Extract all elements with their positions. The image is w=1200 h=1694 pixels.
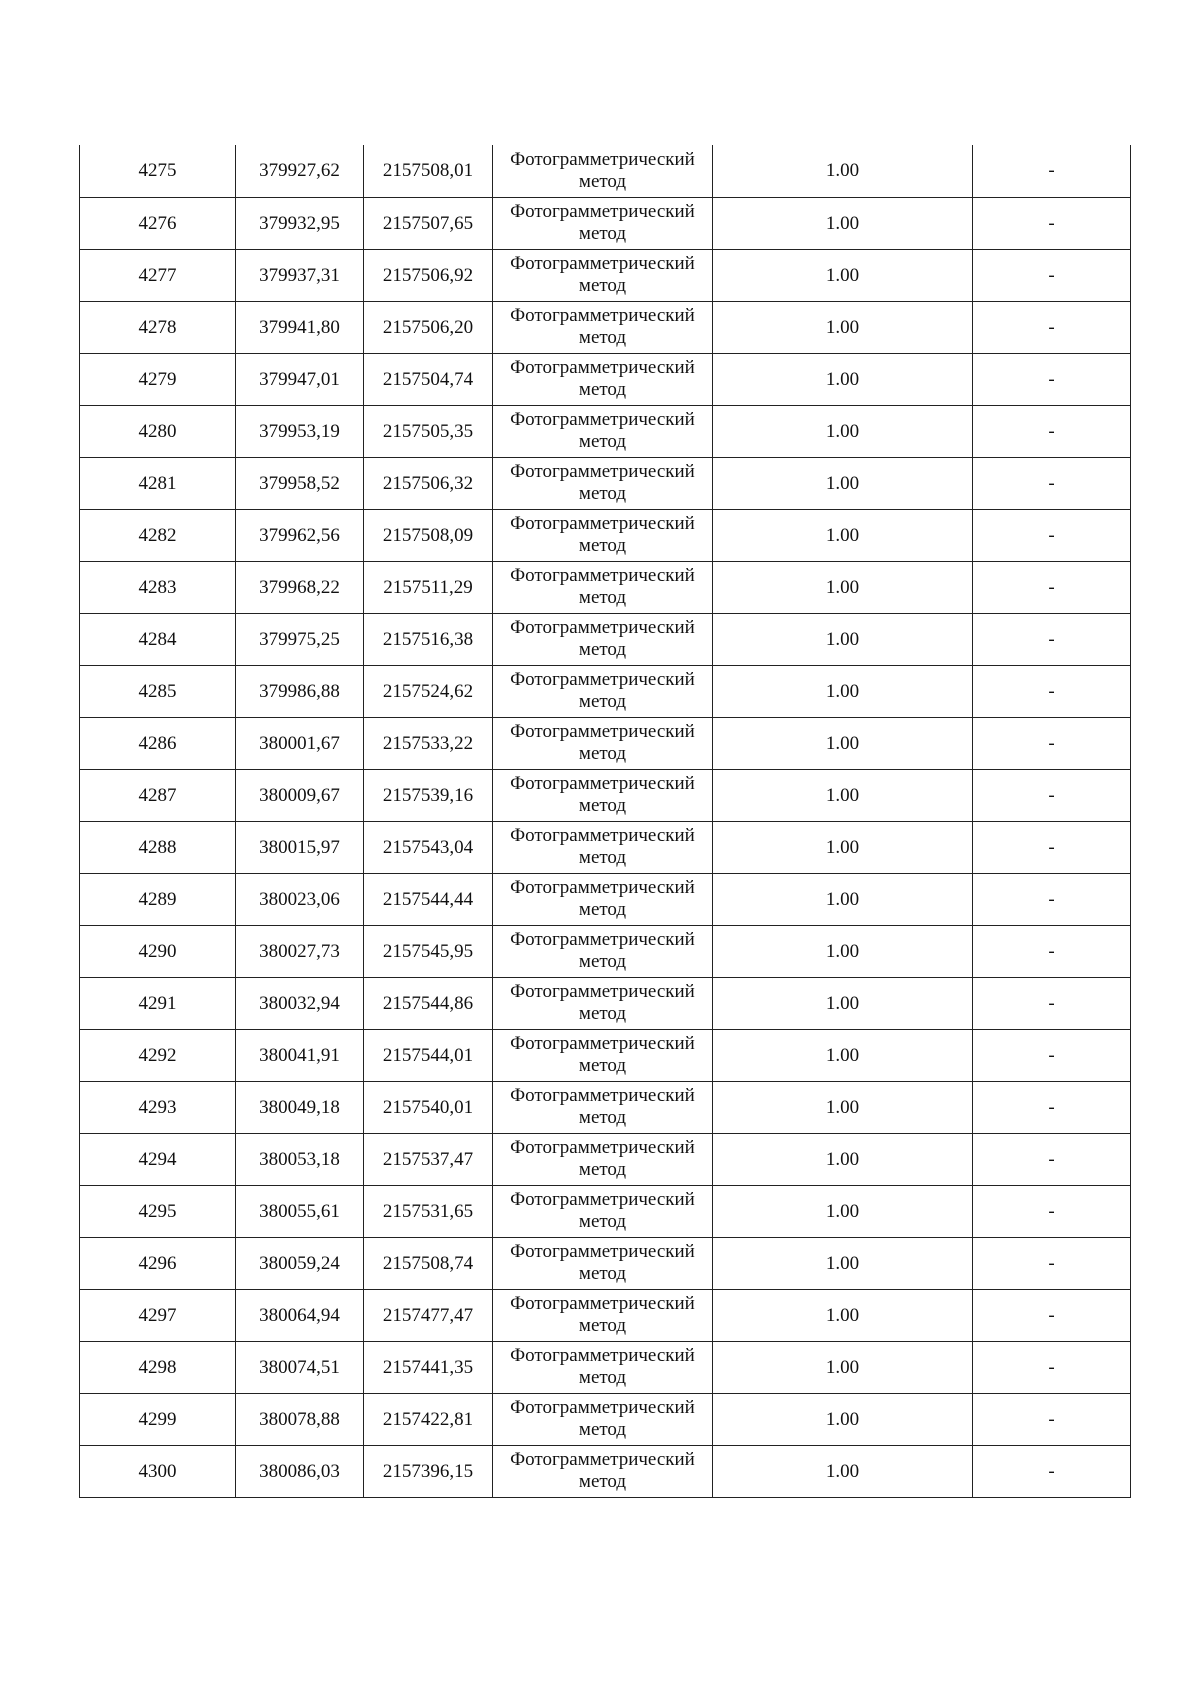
y-coordinate-cell: 2157524,62 bbox=[364, 665, 493, 717]
x-coordinate-cell: 380078,88 bbox=[236, 1393, 364, 1445]
method-cell bbox=[493, 353, 713, 405]
y-coordinate-cell: 2157508,01 bbox=[364, 145, 493, 197]
x-coordinate-cell: 380001,67 bbox=[236, 717, 364, 769]
table-row bbox=[80, 873, 1131, 925]
accuracy-cell: 1.00 bbox=[713, 561, 973, 613]
x-coordinate-cell: 380055,61 bbox=[236, 1185, 364, 1237]
x-coordinate-cell: 379947,01 bbox=[236, 353, 364, 405]
y-coordinate-cell: 2157505,35 bbox=[364, 405, 493, 457]
x-coordinate-cell: 380086,03 bbox=[236, 1445, 364, 1497]
accuracy-cell: 1.00 bbox=[713, 145, 973, 197]
x-coordinate-cell: 379986,88 bbox=[236, 665, 364, 717]
note-cell: - bbox=[973, 1185, 1131, 1237]
x-coordinate-cell: 379975,25 bbox=[236, 613, 364, 665]
method-line-1: Фотограмметрический bbox=[510, 877, 695, 898]
method-cell bbox=[493, 977, 713, 1029]
accuracy-cell: 1.00 bbox=[713, 1289, 973, 1341]
y-coordinate-cell: 2157544,44 bbox=[364, 873, 493, 925]
method-line-2: метод bbox=[578, 535, 627, 556]
note-cell: - bbox=[973, 1081, 1131, 1133]
note-cell: - bbox=[973, 977, 1131, 1029]
table-row bbox=[80, 249, 1131, 301]
point-number-cell: 4289 bbox=[80, 873, 236, 925]
method-cell bbox=[493, 197, 713, 249]
method-line-1: Фотограмметрический bbox=[510, 305, 695, 326]
accuracy-cell: 1.00 bbox=[713, 821, 973, 873]
point-number-cell: 4284 bbox=[80, 613, 236, 665]
method-cell bbox=[493, 1081, 713, 1133]
point-number-cell: 4288 bbox=[80, 821, 236, 873]
y-coordinate-cell: 2157511,29 bbox=[364, 561, 493, 613]
table-row bbox=[80, 1393, 1131, 1445]
accuracy-cell: 1.00 bbox=[713, 1237, 973, 1289]
accuracy-cell: 1.00 bbox=[713, 665, 973, 717]
x-coordinate-cell: 379953,19 bbox=[236, 405, 364, 457]
point-number-cell: 4293 bbox=[80, 1081, 236, 1133]
table-row bbox=[80, 1185, 1131, 1237]
method-line-1: Фотограмметрический bbox=[510, 721, 695, 742]
note-cell: - bbox=[973, 665, 1131, 717]
note-cell: - bbox=[973, 197, 1131, 249]
table-row bbox=[80, 1289, 1131, 1341]
table-row bbox=[80, 197, 1131, 249]
method-cell bbox=[493, 821, 713, 873]
y-coordinate-cell: 2157544,86 bbox=[364, 977, 493, 1029]
x-coordinate-cell: 380053,18 bbox=[236, 1133, 364, 1185]
y-coordinate-cell: 2157508,09 bbox=[364, 509, 493, 561]
point-number-cell: 4294 bbox=[80, 1133, 236, 1185]
note-cell: - bbox=[973, 457, 1131, 509]
note-cell: - bbox=[973, 1133, 1131, 1185]
point-number-cell: 4296 bbox=[80, 1237, 236, 1289]
point-number-cell: 4287 bbox=[80, 769, 236, 821]
x-coordinate-cell: 380049,18 bbox=[236, 1081, 364, 1133]
accuracy-cell: 1.00 bbox=[713, 249, 973, 301]
method-cell bbox=[493, 145, 713, 197]
method-line-1: Фотограмметрический bbox=[510, 981, 695, 1002]
x-coordinate-cell: 379962,56 bbox=[236, 509, 364, 561]
method-line-2: метод bbox=[578, 1263, 627, 1284]
method-line-2: метод bbox=[578, 847, 627, 868]
table-row bbox=[80, 717, 1131, 769]
x-coordinate-cell: 380074,51 bbox=[236, 1341, 364, 1393]
x-coordinate-cell: 379941,80 bbox=[236, 301, 364, 353]
note-cell: - bbox=[973, 1393, 1131, 1445]
note-cell: - bbox=[973, 301, 1131, 353]
y-coordinate-cell: 2157506,32 bbox=[364, 457, 493, 509]
y-coordinate-cell: 2157477,47 bbox=[364, 1289, 493, 1341]
y-coordinate-cell: 2157396,15 bbox=[364, 1445, 493, 1497]
note-cell: - bbox=[973, 613, 1131, 665]
point-number-cell: 4290 bbox=[80, 925, 236, 977]
method-cell bbox=[493, 457, 713, 509]
method-cell bbox=[493, 301, 713, 353]
accuracy-cell: 1.00 bbox=[713, 873, 973, 925]
table-row bbox=[80, 977, 1131, 1029]
accuracy-cell: 1.00 bbox=[713, 613, 973, 665]
method-line-1: Фотограмметрический bbox=[510, 461, 695, 482]
point-number-cell: 4279 bbox=[80, 353, 236, 405]
method-cell bbox=[493, 1185, 713, 1237]
point-number-cell: 4298 bbox=[80, 1341, 236, 1393]
note-cell: - bbox=[973, 353, 1131, 405]
note-cell: - bbox=[973, 1341, 1131, 1393]
method-line-2: метод bbox=[578, 1055, 627, 1076]
note-cell: - bbox=[973, 717, 1131, 769]
y-coordinate-cell: 2157537,47 bbox=[364, 1133, 493, 1185]
coordinates-table bbox=[79, 145, 1131, 1498]
method-line-2: метод bbox=[578, 431, 627, 452]
x-coordinate-cell: 379958,52 bbox=[236, 457, 364, 509]
point-number-cell: 4295 bbox=[80, 1185, 236, 1237]
x-coordinate-cell: 379927,62 bbox=[236, 145, 364, 197]
method-line-1: Фотограмметрический bbox=[510, 409, 695, 430]
point-number-cell: 4285 bbox=[80, 665, 236, 717]
accuracy-cell: 1.00 bbox=[713, 769, 973, 821]
method-line-1: Фотограмметрический bbox=[510, 1189, 695, 1210]
note-cell: - bbox=[973, 925, 1131, 977]
x-coordinate-cell: 380032,94 bbox=[236, 977, 364, 1029]
method-line-2: метод bbox=[578, 587, 627, 608]
accuracy-cell: 1.00 bbox=[713, 301, 973, 353]
accuracy-cell: 1.00 bbox=[713, 1445, 973, 1497]
point-number-cell: 4275 bbox=[80, 145, 236, 197]
method-line-1: Фотограмметрический bbox=[510, 1449, 695, 1470]
point-number-cell: 4283 bbox=[80, 561, 236, 613]
method-cell bbox=[493, 873, 713, 925]
table-row bbox=[80, 1133, 1131, 1185]
table-row bbox=[80, 1029, 1131, 1081]
table-row bbox=[80, 145, 1131, 197]
accuracy-cell: 1.00 bbox=[713, 457, 973, 509]
note-cell: - bbox=[973, 821, 1131, 873]
method-cell bbox=[493, 925, 713, 977]
accuracy-cell: 1.00 bbox=[713, 1029, 973, 1081]
method-cell bbox=[493, 1341, 713, 1393]
method-line-2: метод bbox=[578, 1367, 627, 1388]
method-line-2: метод bbox=[578, 1159, 627, 1180]
method-cell bbox=[493, 769, 713, 821]
accuracy-cell: 1.00 bbox=[713, 1393, 973, 1445]
method-cell bbox=[493, 1133, 713, 1185]
method-cell bbox=[493, 613, 713, 665]
y-coordinate-cell: 2157545,95 bbox=[364, 925, 493, 977]
note-cell: - bbox=[973, 249, 1131, 301]
table-row bbox=[80, 405, 1131, 457]
method-cell bbox=[493, 561, 713, 613]
point-number-cell: 4277 bbox=[80, 249, 236, 301]
method-cell bbox=[493, 1029, 713, 1081]
method-cell bbox=[493, 1393, 713, 1445]
method-line-1: Фотограмметрический bbox=[510, 513, 695, 534]
method-line-1: Фотограмметрический bbox=[510, 1033, 695, 1054]
method-line-1: Фотограмметрический bbox=[510, 565, 695, 586]
method-line-2: метод bbox=[578, 743, 627, 764]
table-row bbox=[80, 1445, 1131, 1497]
method-line-2: метод bbox=[578, 1107, 627, 1128]
point-number-cell: 4281 bbox=[80, 457, 236, 509]
method-line-2: метод bbox=[578, 1003, 627, 1024]
accuracy-cell: 1.00 bbox=[713, 405, 973, 457]
y-coordinate-cell: 2157544,01 bbox=[364, 1029, 493, 1081]
accuracy-cell: 1.00 bbox=[713, 1185, 973, 1237]
note-cell: - bbox=[973, 769, 1131, 821]
note-cell: - bbox=[973, 405, 1131, 457]
method-cell bbox=[493, 665, 713, 717]
table-row bbox=[80, 769, 1131, 821]
note-cell: - bbox=[973, 145, 1131, 197]
note-cell: - bbox=[973, 1445, 1131, 1497]
method-line-2: метод bbox=[578, 275, 627, 296]
y-coordinate-cell: 2157441,35 bbox=[364, 1341, 493, 1393]
x-coordinate-cell: 380064,94 bbox=[236, 1289, 364, 1341]
table-row bbox=[80, 665, 1131, 717]
coordinates-table-body bbox=[80, 145, 1131, 1497]
method-cell bbox=[493, 1237, 713, 1289]
y-coordinate-cell: 2157506,92 bbox=[364, 249, 493, 301]
table-row bbox=[80, 457, 1131, 509]
y-coordinate-cell: 2157533,22 bbox=[364, 717, 493, 769]
table-row bbox=[80, 821, 1131, 873]
method-line-2: метод bbox=[578, 899, 627, 920]
method-line-1: Фотограмметрический bbox=[510, 1137, 695, 1158]
point-number-cell: 4286 bbox=[80, 717, 236, 769]
y-coordinate-cell: 2157539,16 bbox=[364, 769, 493, 821]
note-cell: - bbox=[973, 561, 1131, 613]
method-line-1: Фотограмметрический bbox=[510, 148, 695, 170]
y-coordinate-cell: 2157506,20 bbox=[364, 301, 493, 353]
y-coordinate-cell: 2157422,81 bbox=[364, 1393, 493, 1445]
method-line-2: метод bbox=[578, 691, 627, 712]
note-cell: - bbox=[973, 1029, 1131, 1081]
accuracy-cell: 1.00 bbox=[713, 509, 973, 561]
table-row bbox=[80, 1081, 1131, 1133]
method-line-2: метод bbox=[578, 1419, 627, 1440]
method-cell bbox=[493, 717, 713, 769]
accuracy-cell: 1.00 bbox=[713, 1341, 973, 1393]
table-row bbox=[80, 561, 1131, 613]
accuracy-cell: 1.00 bbox=[713, 717, 973, 769]
method-line-1: Фотограмметрический bbox=[510, 669, 695, 690]
method-cell bbox=[493, 1289, 713, 1341]
accuracy-cell: 1.00 bbox=[713, 925, 973, 977]
x-coordinate-cell: 380027,73 bbox=[236, 925, 364, 977]
point-number-cell: 4299 bbox=[80, 1393, 236, 1445]
accuracy-cell: 1.00 bbox=[713, 353, 973, 405]
method-line-1: Фотограмметрический bbox=[510, 253, 695, 274]
table-row bbox=[80, 925, 1131, 977]
accuracy-cell: 1.00 bbox=[713, 197, 973, 249]
method-line-1: Фотограмметрический bbox=[510, 1345, 695, 1366]
method-line-2: метод bbox=[578, 327, 627, 348]
method-line-1: Фотограмметрический bbox=[510, 825, 695, 846]
accuracy-cell: 1.00 bbox=[713, 1133, 973, 1185]
table-row bbox=[80, 353, 1131, 405]
method-line-2: метод bbox=[578, 223, 627, 244]
x-coordinate-cell: 380023,06 bbox=[236, 873, 364, 925]
method-cell bbox=[493, 509, 713, 561]
method-line-2: метод bbox=[578, 1211, 627, 1232]
method-line-2: метод bbox=[578, 170, 627, 192]
x-coordinate-cell: 380059,24 bbox=[236, 1237, 364, 1289]
method-line-1: Фотограмметрический bbox=[510, 929, 695, 950]
point-number-cell: 4276 bbox=[80, 197, 236, 249]
method-line-1: Фотограмметрический bbox=[510, 357, 695, 378]
method-cell bbox=[493, 405, 713, 457]
point-number-cell: 4282 bbox=[80, 509, 236, 561]
method-line-1: Фотограмметрический bbox=[510, 773, 695, 794]
y-coordinate-cell: 2157507,65 bbox=[364, 197, 493, 249]
method-line-2: метод bbox=[578, 951, 627, 972]
method-line-2: метод bbox=[578, 639, 627, 660]
method-line-1: Фотограмметрический bbox=[510, 1293, 695, 1314]
y-coordinate-cell: 2157543,04 bbox=[364, 821, 493, 873]
x-coordinate-cell: 380041,91 bbox=[236, 1029, 364, 1081]
table-row bbox=[80, 613, 1131, 665]
note-cell: - bbox=[973, 509, 1131, 561]
point-number-cell: 4300 bbox=[80, 1445, 236, 1497]
method-line-1: Фотограмметрический bbox=[510, 617, 695, 638]
method-line-1: Фотограмметрический bbox=[510, 201, 695, 222]
x-coordinate-cell: 379937,31 bbox=[236, 249, 364, 301]
table-row bbox=[80, 509, 1131, 561]
y-coordinate-cell: 2157504,74 bbox=[364, 353, 493, 405]
point-number-cell: 4280 bbox=[80, 405, 236, 457]
x-coordinate-cell: 379932,95 bbox=[236, 197, 364, 249]
method-cell bbox=[493, 1445, 713, 1497]
table-row bbox=[80, 1237, 1131, 1289]
method-line-2: метод bbox=[578, 483, 627, 504]
note-cell: - bbox=[973, 1289, 1131, 1341]
method-line-2: метод bbox=[578, 379, 627, 400]
y-coordinate-cell: 2157508,74 bbox=[364, 1237, 493, 1289]
y-coordinate-cell: 2157540,01 bbox=[364, 1081, 493, 1133]
method-line-2: метод bbox=[578, 1471, 627, 1492]
x-coordinate-cell: 379968,22 bbox=[236, 561, 364, 613]
table-row bbox=[80, 1341, 1131, 1393]
note-cell: - bbox=[973, 1237, 1131, 1289]
method-line-2: метод bbox=[578, 1315, 627, 1336]
accuracy-cell: 1.00 bbox=[713, 1081, 973, 1133]
method-line-2: метод bbox=[578, 795, 627, 816]
x-coordinate-cell: 380009,67 bbox=[236, 769, 364, 821]
point-number-cell: 4292 bbox=[80, 1029, 236, 1081]
method-cell bbox=[493, 249, 713, 301]
method-line-1: Фотограмметрический bbox=[510, 1397, 695, 1418]
x-coordinate-cell: 380015,97 bbox=[236, 821, 364, 873]
method-line-1: Фотограмметрический bbox=[510, 1241, 695, 1262]
y-coordinate-cell: 2157516,38 bbox=[364, 613, 493, 665]
method-line-1: Фотограмметрический bbox=[510, 1085, 695, 1106]
point-number-cell: 4291 bbox=[80, 977, 236, 1029]
table-row bbox=[80, 301, 1131, 353]
accuracy-cell: 1.00 bbox=[713, 977, 973, 1029]
y-coordinate-cell: 2157531,65 bbox=[364, 1185, 493, 1237]
point-number-cell: 4278 bbox=[80, 301, 236, 353]
note-cell: - bbox=[973, 873, 1131, 925]
point-number-cell: 4297 bbox=[80, 1289, 236, 1341]
